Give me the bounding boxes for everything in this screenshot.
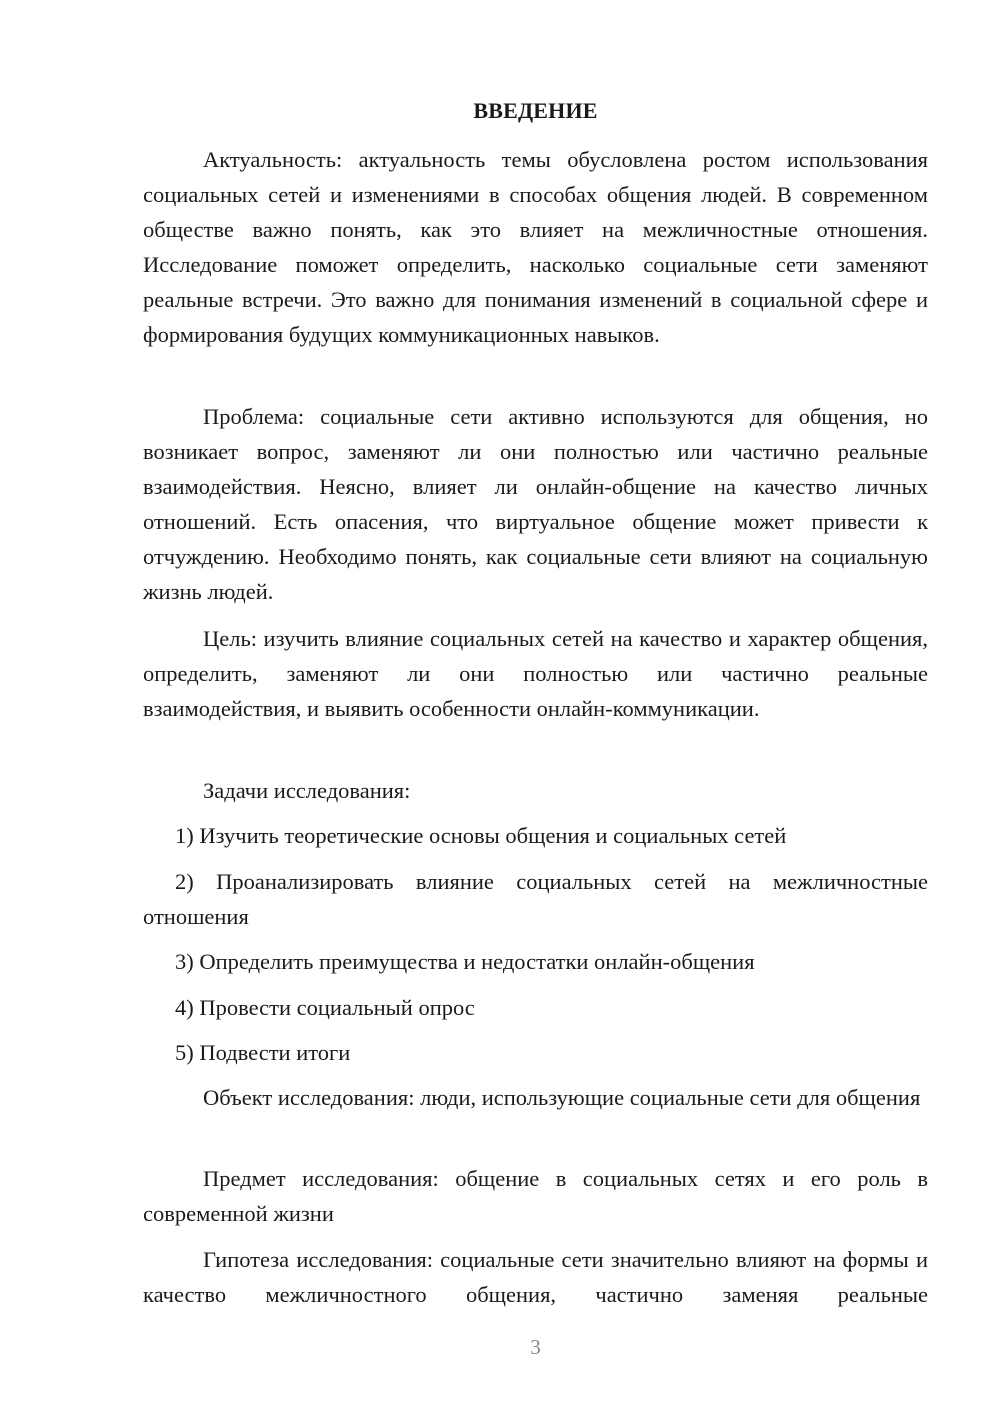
paragraph-object: Объект исследования: люди, использующие социальные сети для общения bbox=[203, 1085, 921, 1110]
paragraph-goal: Цель: изучить влияние социальных сетей на качество и характер общения, определить, заменяют ли они полностью или частично реальные взаимодействия, и выявить особенности онлайн-коммуникации. bbox=[143, 626, 928, 721]
paragraph-subject: Предмет исследования: общение в социальных сетях и его роль в современной жизни bbox=[143, 1166, 928, 1226]
task-item-4: 4) Провести социальный опрос bbox=[175, 995, 475, 1020]
task-item-2: 2) Проанализировать влияние социальных сетей на межличностные отношения bbox=[143, 869, 928, 929]
paragraph-hypothesis: Гипотеза исследования: социальные сети значительно влияют на формы и качество межличностного общения, частично заменяя реальные bbox=[143, 1247, 928, 1307]
task-item-3: 3) Определить преимущества и недостатки онлайн-общения bbox=[175, 949, 755, 974]
page-number: 3 bbox=[530, 1335, 541, 1359]
paragraph-relevance: Актуальность: актуальность темы обусловлена ростом использования социальных сетей и изменениями в способах общения людей. В современном обществе важно понять, как это влияет на межличностные отношения. Исследование поможет определить, насколько социальные сети заменяют реальные встречи. Это важно для понимания изменений в социальной сфере и формирования будущих коммуникационных навыков. bbox=[143, 147, 928, 347]
tasks-heading: Задачи исследования: bbox=[203, 778, 411, 803]
page-title: ВВЕДЕНИЕ bbox=[473, 98, 598, 123]
paragraph-problem: Проблема: социальные сети активно используются для общения, но возникает вопрос, заменяют ли они полностью или частично реальные взаимодействия. Неясно, влияет ли онлайн-общение на качество личных отношений. Есть опасения, что виртуальное общение может привести к отчуждению. Необходимо понять, как социальные сети влияют на социальную жизнь людей. bbox=[143, 404, 928, 604]
task-item-5: 5) Подвести итоги bbox=[175, 1040, 351, 1065]
task-item-1: 1) Изучить теоретические основы общения и социальных сетей bbox=[175, 823, 787, 848]
